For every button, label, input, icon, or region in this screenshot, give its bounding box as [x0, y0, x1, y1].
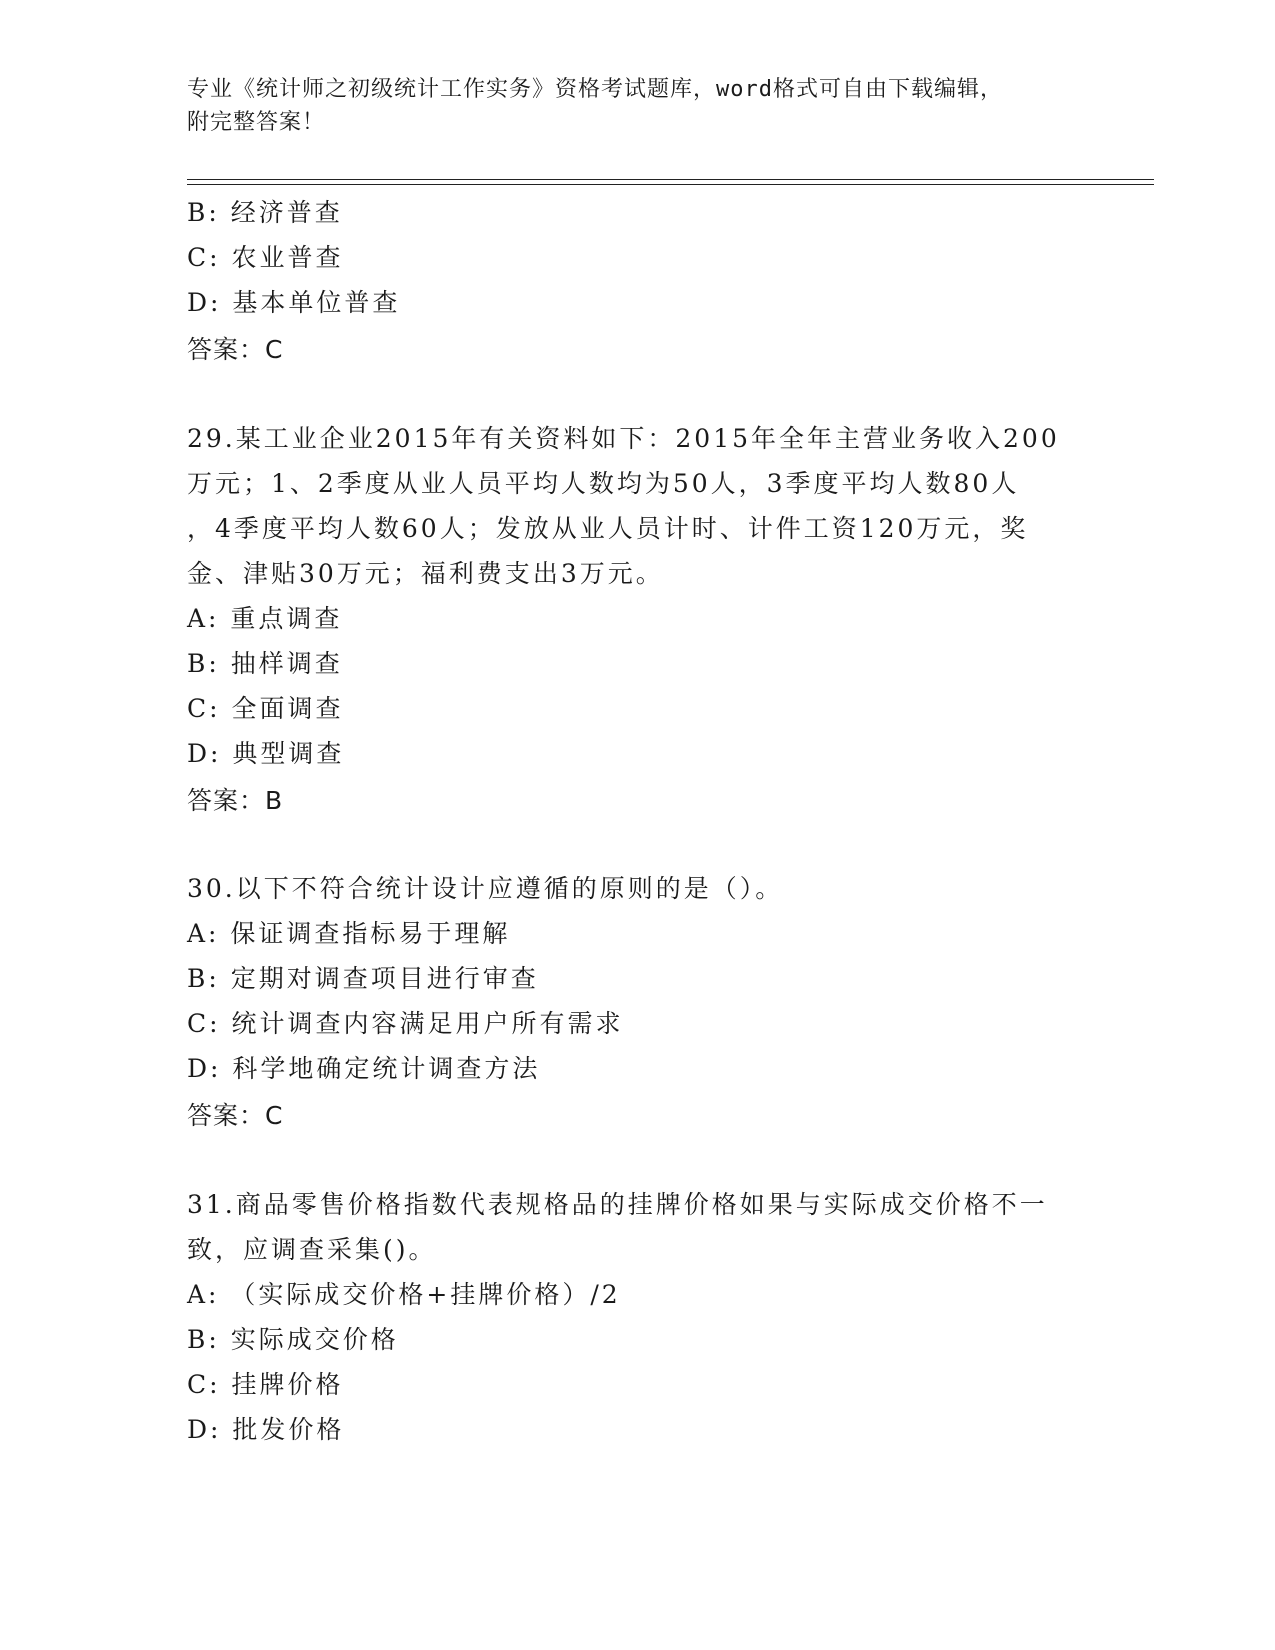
q30-option-b: B: 定期对调查项目进行审查	[187, 964, 539, 993]
q29-option-c: C: 全面调查	[187, 694, 344, 723]
q29-stem-line-2: 万元；1、2季度从业人员平均人数均为50人，3季度平均人数80人	[187, 469, 1020, 498]
header-divider-bottom	[187, 184, 1154, 185]
q30-stem-line-1: 30.以下不符合统计设计应遵循的原则的是（）。	[187, 874, 784, 903]
q30-option-c: C: 统计调查内容满足用户所有需求	[187, 1009, 624, 1038]
q31-option-d: D: 批发价格	[187, 1415, 345, 1444]
document-header	[187, 73, 1087, 139]
q29-option-b: B: 抽样调查	[187, 649, 343, 678]
q30-option-d: D: 科学地确定统计调查方法	[187, 1054, 541, 1083]
q28-option-d: D: 基本单位普查	[187, 288, 401, 317]
q29-stem-line-4: 金、津贴30万元；福利费支出3万元。	[187, 559, 664, 588]
q31-option-c: C: 挂牌价格	[187, 1370, 344, 1399]
q28-option-b: B: 经济普查	[187, 198, 343, 227]
header-line-2: 附完整答案！	[187, 110, 326, 135]
q29-option-a: A: 重点调查	[187, 604, 343, 633]
q28-answer: 答案：C	[187, 335, 284, 364]
q31-option-b: B: 实际成交价格	[187, 1325, 399, 1354]
q30-option-a: A: 保证调查指标易于理解	[187, 919, 511, 948]
header-line-1: 专业《统计师之初级统计工作实务》资格考试题库，word格式可自由下载编辑，	[187, 77, 1003, 102]
q29-stem-line-1: 29.某工业企业2015年有关资料如下：2015年全年主营业务收入200	[187, 424, 1060, 453]
q28-option-c: C: 农业普查	[187, 243, 344, 272]
q29-answer: 答案：B	[187, 786, 284, 815]
q31-option-a: A: （实际成交价格+挂牌价格）/2	[187, 1280, 621, 1309]
header-divider-top	[187, 179, 1154, 180]
q30-answer: 答案：C	[187, 1101, 284, 1130]
q29-option-d: D: 典型调查	[187, 739, 345, 768]
q29-stem-line-3: ，4季度平均人数60人；发放从业人员计时、计件工资120万元，奖	[187, 514, 1029, 543]
q31-stem-line-2: 致，应调查采集()。	[187, 1235, 437, 1264]
q31-stem-line-1: 31.商品零售价格指数代表规格品的挂牌价格如果与实际成交价格不一	[187, 1190, 1048, 1219]
